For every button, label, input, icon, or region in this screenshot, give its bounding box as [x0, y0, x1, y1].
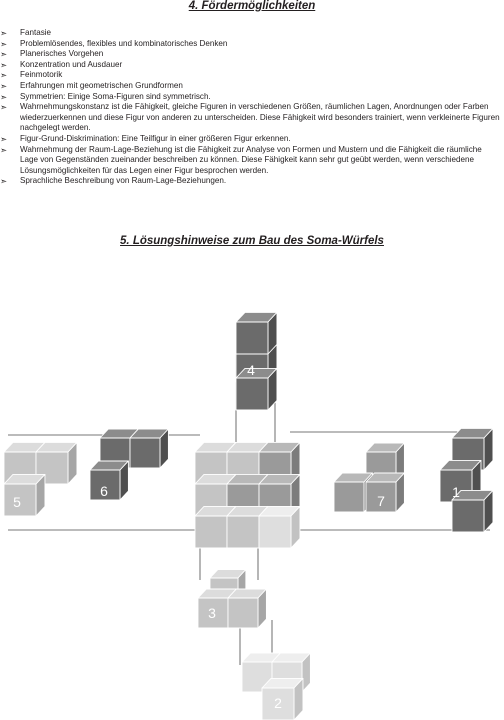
soma-cube-diagram: [0, 300, 504, 720]
soma-piece-6: [90, 429, 168, 500]
cube-front-face: [195, 516, 227, 548]
list-item: [0, 176, 500, 187]
arrow-bullet-icon: ➣: [0, 102, 8, 113]
arrow-bullet-icon: ➣: [0, 49, 8, 60]
list-item: [0, 92, 500, 103]
list-item: [0, 81, 500, 92]
cube-front-face: [259, 516, 291, 548]
soma-piece-4: [236, 312, 277, 410]
piece-label-2: 2: [274, 695, 282, 711]
list-item-text: Sprachliche Beschreibung von Raum-Lage-Beziehungen.: [20, 176, 227, 186]
piece-label-6: 6: [100, 483, 108, 499]
arrow-bullet-icon: ➣: [0, 176, 8, 187]
list-item: [0, 39, 500, 50]
soma-piece-5: [4, 442, 77, 516]
list-item-text: Erfahrungen mit geometrischen Grundformen: [20, 80, 183, 90]
list-item-text: Figur-Grund-Diskrimination: Eine Teilfigur in einer größeren Figur erkennen.: [20, 133, 291, 143]
bullet-list: [0, 28, 500, 187]
arrow-bullet-icon: ➣: [0, 80, 8, 91]
assembled-soma-cube: [195, 442, 300, 548]
list-item-text: Feinmotorik: [20, 70, 63, 80]
list-item-text: Wahrnehmungskonstanz ist die Fähigkeit, gleiche Figuren in verschiedenen Größen, räumlichen Lagen, Anordnungen oder Farben wiederzuerkennen und diese Figur von anderen zu unterscheiden. Diese Fähigkeit wird besonders trainiert, wenn verkleinerte Figuren nachgelegt werden.: [20, 102, 500, 133]
list-item-text: Wahrnehmung der Raum-Lage-Beziehung ist die Fähigkeit zur Analyse von Formen und Mustern und die Fähigkeit die räumliche Lage von Gegenständen zueinander beschreiben zu können. Diese Fähigkeit kann sehr gut geübt werden, wenn verschiedene Lösungsmöglichkeiten für das Legen einer Figur besprochen werden.: [20, 144, 482, 175]
list-item: [0, 145, 500, 177]
list-item-text: Planerisches Vorgehen: [20, 49, 104, 59]
cube-front-face: [452, 500, 484, 532]
section-heading-foerdermoeglichkeiten: 4. Fördermöglichkeiten: [188, 0, 316, 12]
soma-piece-7: [334, 443, 404, 512]
arrow-bullet-icon: ➣: [0, 28, 8, 38]
piece-label-1: 1: [452, 484, 460, 500]
list-item: [0, 134, 500, 145]
cube-front-face: [236, 378, 268, 410]
list-item-text: Konzentration und Ausdauer: [20, 59, 123, 69]
arrow-bullet-icon: ➣: [0, 133, 8, 144]
arrow-bullet-icon: ➣: [0, 91, 8, 102]
list-item: [0, 102, 500, 134]
cube-front-face: [228, 598, 258, 628]
cube-front-face: [334, 482, 364, 512]
list-item-text: Fantasie: [20, 28, 52, 37]
cube-front-face: [130, 438, 160, 468]
soma-piece-3: [198, 570, 266, 628]
arrow-bullet-icon: ➣: [0, 70, 8, 81]
cube-front-face: [236, 322, 268, 354]
piece-label-3: 3: [208, 605, 216, 621]
piece-label-5: 5: [13, 494, 21, 510]
soma-piece-1: [440, 428, 493, 532]
cube-front-face: [227, 516, 259, 548]
arrow-bullet-icon: ➣: [0, 38, 8, 49]
piece-label-7: 7: [377, 493, 385, 509]
list-item-text: Symmetrien: Einige Soma-Figuren sind symmetrisch.: [20, 91, 211, 101]
arrow-bullet-icon: ➣: [0, 59, 8, 70]
soma-piece-2: [242, 653, 310, 720]
list-item-text: Problemlösendes, flexibles und kombinatorisches Denken: [20, 38, 228, 48]
arrow-bullet-icon: ➣: [0, 144, 8, 155]
list-item: [0, 60, 500, 71]
list-item: [0, 49, 500, 60]
section-heading-loesungshinweise: 5. Lösungshinweise zum Bau des Soma-Würfels: [120, 235, 384, 247]
list-item: [0, 70, 500, 81]
list-item: [0, 28, 500, 39]
piece-label-4: 4: [247, 362, 255, 378]
